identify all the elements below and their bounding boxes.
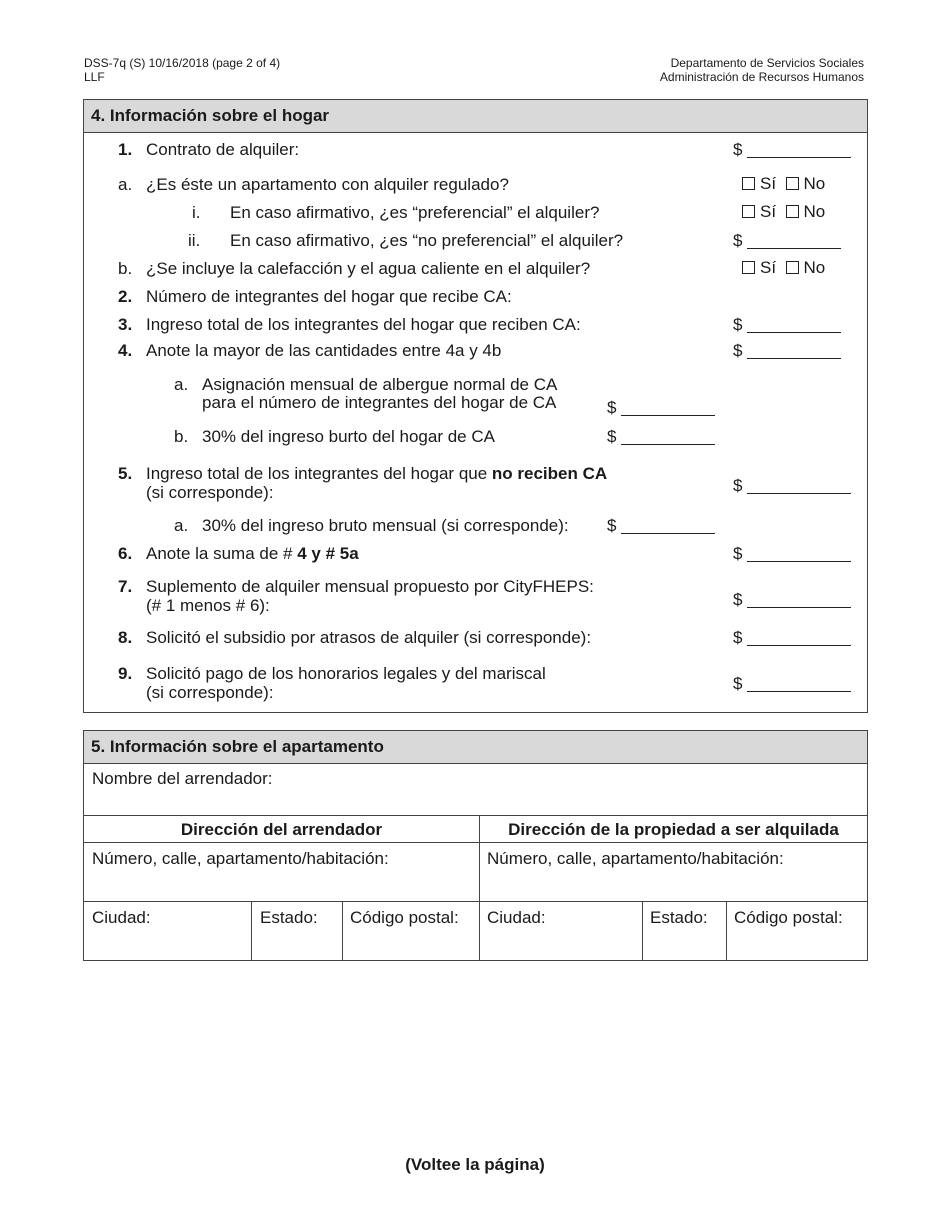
item-i-mark: i. (192, 203, 201, 222)
item-a-mark: a. (118, 175, 133, 194)
ca-income-field[interactable]: $ (733, 315, 841, 334)
item-3-number: 3. (118, 315, 133, 334)
supplement-field[interactable]: $ (733, 590, 851, 609)
landlord-zip-label[interactable]: Código postal: (350, 908, 459, 927)
item-4-label: Anote la mayor de las cantidades entre 4a y 4b (146, 341, 502, 360)
item-ii-mark: ii. (188, 231, 201, 250)
yes-checkbox[interactable] (742, 205, 755, 218)
item-5-line2: (si corresponde): (146, 483, 274, 502)
arrears-field[interactable]: $ (733, 628, 851, 647)
landlord-address-header: Dirección del arrendador (180, 820, 383, 839)
non-ca-30-percent-field[interactable]: $ (607, 516, 715, 535)
item-8-label: Solicitó el subsidio por atrasos de alquiler (si corresponde): (146, 628, 592, 647)
form-sub: LLF (84, 70, 105, 84)
no-checkbox[interactable] (786, 261, 799, 274)
agency-name: Departamento de Servicios Sociales (670, 56, 864, 70)
yes-checkbox[interactable] (742, 177, 755, 190)
item-ii-label: En caso afirmativo, ¿es “no preferencial” el alquiler? (230, 231, 624, 250)
item-5-line1: Ingreso total de los integrantes del hogar que no reciben CA (146, 464, 608, 483)
item-4b-label: 30% del ingreso burto del hogar de CA (202, 427, 495, 446)
item-i-label: En caso afirmativo, ¿es “preferencial” el alquiler? (230, 203, 600, 222)
agency-header (660, 56, 864, 84)
item-5a-label: 30% del ingreso bruto mensual (si corresponde): (202, 516, 569, 535)
greater-amount-field[interactable]: $ (733, 341, 841, 360)
item-7-number: 7. (118, 577, 133, 596)
item-b-label: ¿Se incluye la calefacción y el agua caliente en el alquiler? (146, 259, 591, 278)
turn-page-note: (Voltee la página) (405, 1155, 545, 1174)
item-7-line1: Suplemento de alquiler mensual propuesto por CityFHEPS: (146, 577, 594, 596)
shelter-allowance-field[interactable]: $ (607, 398, 715, 417)
preferential-rent-choice: Sí No (742, 202, 825, 221)
dollar-sign: $ (733, 140, 743, 159)
non-preferential-rent-field[interactable]: $ (733, 231, 841, 250)
item-4a-line1: Asignación mensual de albergue normal de CA (202, 375, 558, 394)
item-4a-mark: a. (174, 375, 189, 394)
section5-title: 5. Información sobre el apartamento (84, 731, 867, 764)
heat-included-choice: Sí No (742, 258, 825, 277)
rent-amount-field[interactable] (733, 140, 851, 159)
form-id: DSS-7q (S) 10/16/2018 (page 2 of 4) (84, 56, 281, 70)
item-2-number: 2. (118, 287, 133, 306)
item-1-label: Contrato de alquiler: (146, 140, 300, 159)
section4-title: 4. Información sobre el hogar (84, 100, 867, 133)
item-7-line2: (# 1 menos # 6): (146, 596, 270, 615)
landlord-city-label[interactable]: Ciudad: (92, 908, 151, 927)
landlord-state-label[interactable]: Estado: (260, 908, 318, 927)
landlord-street-label[interactable]: Número, calle, apartamento/habitación: (92, 849, 389, 868)
item-4-number: 4. (118, 341, 133, 360)
form-id-header (84, 56, 280, 84)
item-5-number: 5. (118, 464, 133, 483)
section-household-info (83, 99, 868, 713)
item-a-label: ¿Es éste un apartamento con alquiler regulado? (146, 175, 509, 194)
item-5a-mark: a. (174, 516, 189, 535)
division-name: Administración de Recursos Humanos (659, 70, 864, 84)
item-b-mark: b. (118, 259, 133, 278)
property-street-label[interactable]: Número, calle, apartamento/habitación: (487, 849, 784, 868)
sum-field[interactable]: $ (733, 544, 851, 563)
ca-30-percent-field[interactable]: $ (607, 427, 715, 446)
item-9-line2: (si corresponde): (146, 683, 274, 702)
item-4a-line2: para el número de integrantes del hogar de CA (202, 393, 557, 412)
item-4b-mark: b. (174, 427, 189, 446)
legal-fees-field[interactable]: $ (733, 674, 851, 693)
yes-checkbox[interactable] (742, 261, 755, 274)
item-3-label: Ingreso total de los integrantes del hogar que reciben CA: (146, 315, 581, 334)
no-checkbox[interactable] (786, 205, 799, 218)
non-ca-income-field[interactable]: $ (733, 476, 851, 495)
property-city-label[interactable]: Ciudad: (487, 908, 546, 927)
item-8-number: 8. (118, 628, 133, 647)
landlord-name-label[interactable]: Nombre del arrendador: (92, 769, 273, 788)
item-2-label: Número de integrantes del hogar que recibe CA: (146, 287, 512, 306)
rent-regulated-choice: Sí No (742, 174, 825, 193)
item-1-number: 1. (118, 140, 133, 159)
item-9-number: 9. (118, 664, 133, 683)
item-6-label: Anote la suma de # 4 y # 5a (146, 544, 359, 563)
property-address-header: Dirección de la propiedad a ser alquilada (508, 820, 839, 839)
property-state-label[interactable]: Estado: (650, 908, 708, 927)
property-zip-label[interactable]: Código postal: (734, 908, 843, 927)
section-apartment-info (83, 730, 868, 961)
no-checkbox[interactable] (786, 177, 799, 190)
item-9-line1: Solicitó pago de los honorarios legales y del mariscal (146, 664, 546, 683)
item-6-number: 6. (118, 544, 133, 563)
